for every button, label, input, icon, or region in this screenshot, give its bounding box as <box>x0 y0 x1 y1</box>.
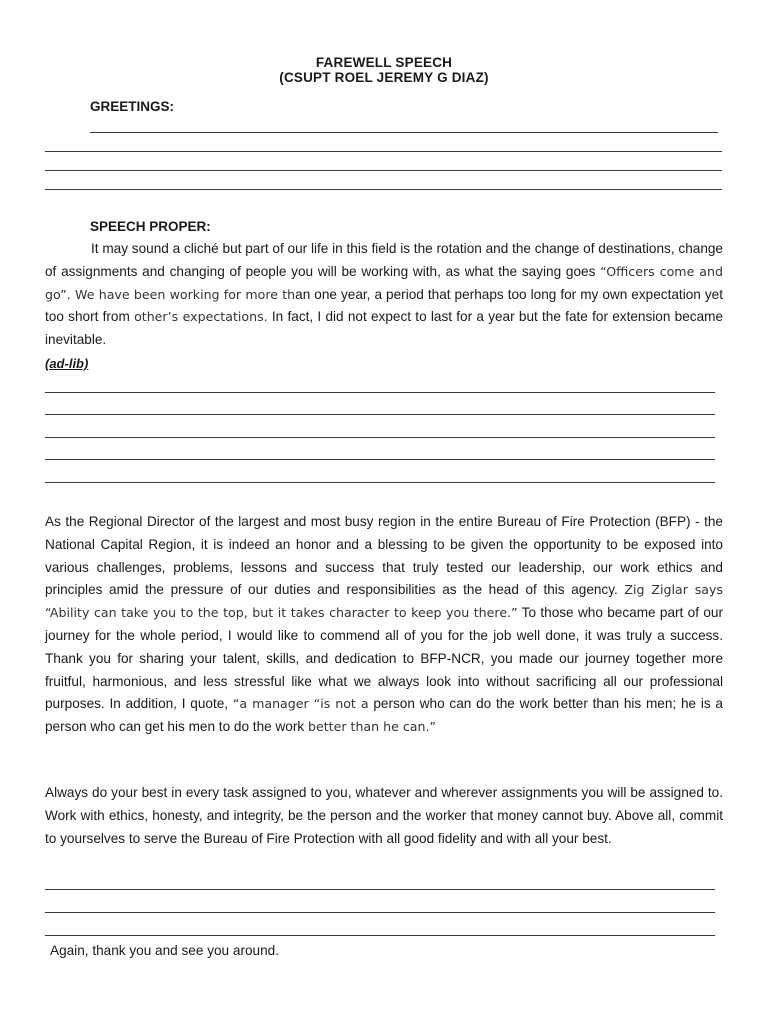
final-line: Again, thank you and see you around. <box>50 943 279 958</box>
director-quote-3: better than he can.” <box>307 719 437 735</box>
greetings-blank-line <box>45 151 722 152</box>
director-text-3: person who can do the work better than his men; he is a person who can get his men to do the work <box>45 696 723 735</box>
closing-blank-line <box>45 912 715 913</box>
document-title: FAREWELL SPEECH <box>315 55 453 70</box>
intro-text-1: It may sound a cliché but part of our life in this field is the rotation and the change of destinations, change of assignments and changing of people you will be working with, as what the saying goes <box>45 241 723 279</box>
greetings-blank-line <box>90 132 718 133</box>
adlib-blank-line <box>45 414 715 415</box>
greetings-heading: GREETINGS: <box>90 99 175 114</box>
director-quote-1: Zig Ziglar says “Ability can take you to the top, but it takes character to keep you there.” <box>45 582 723 621</box>
director-quote-2: “a manager “is not a <box>232 696 369 712</box>
adlib-label: (ad-lib) <box>45 356 89 371</box>
intro-text-2: an one year, a period that perhaps too long for my own expectation yet too short from <box>45 286 723 325</box>
director-paragraph <box>45 511 723 739</box>
greetings-blank-line <box>45 170 722 171</box>
document-subtitle: (CSUPT ROEL JEREMY G DIAZ) <box>279 70 489 85</box>
intro-quote-1: “Officers come and go”. We have been working for more th <box>45 263 723 302</box>
director-text-1: As the Regional Director of the largest and most busy region in the entire Bureau of Fire Protection (BFP) - the National Capital Region, it is indeed an honor and a blessing to be given the opportunity to be exposed into various challenges, problems, lessons and success that truly tested our leadership, our work ethics and principles amid the pressure of our duties and responsibilities as the head of this agency. <box>45 514 723 598</box>
speech-proper-heading: SPEECH PROPER: <box>90 219 211 234</box>
greetings-blank-line <box>45 189 722 190</box>
director-text-2: To those who became part of our journey for the whole period, I would like to commend all of you for the job well done, it was truly a success. Thank you for sharing your talent, skills, and dedication to BFP-NCR, you made our journey together more fruitful, harmonious, and less stressful like what we always look into without sacrificing all our professional purposes. In addition, I quote, <box>45 605 723 712</box>
intro-text-3: In fact, I did not expect to last for a year but the fate for extension became inevitable. <box>45 309 724 348</box>
adlib-blank-line <box>45 482 715 483</box>
closing-paragraph: Always do your best in every task assigned to you, whatever and wherever assignments you will be assigned to. Work with ethics, honesty, and integrity, be the person and the worker that money cannot buy. Above all, commit to yourselves to serve the Bureau of Fire Protection with all good fidelity and with all your best. <box>45 785 723 846</box>
intro-paragraph <box>45 238 723 352</box>
intro-quote-2: other’s expectations. <box>134 309 268 325</box>
adlib-blank-line <box>45 459 715 460</box>
closing-blank-line <box>45 935 715 936</box>
adlib-blank-line <box>45 392 715 393</box>
adlib-blank-line <box>45 437 715 438</box>
closing-blank-line <box>45 889 715 890</box>
